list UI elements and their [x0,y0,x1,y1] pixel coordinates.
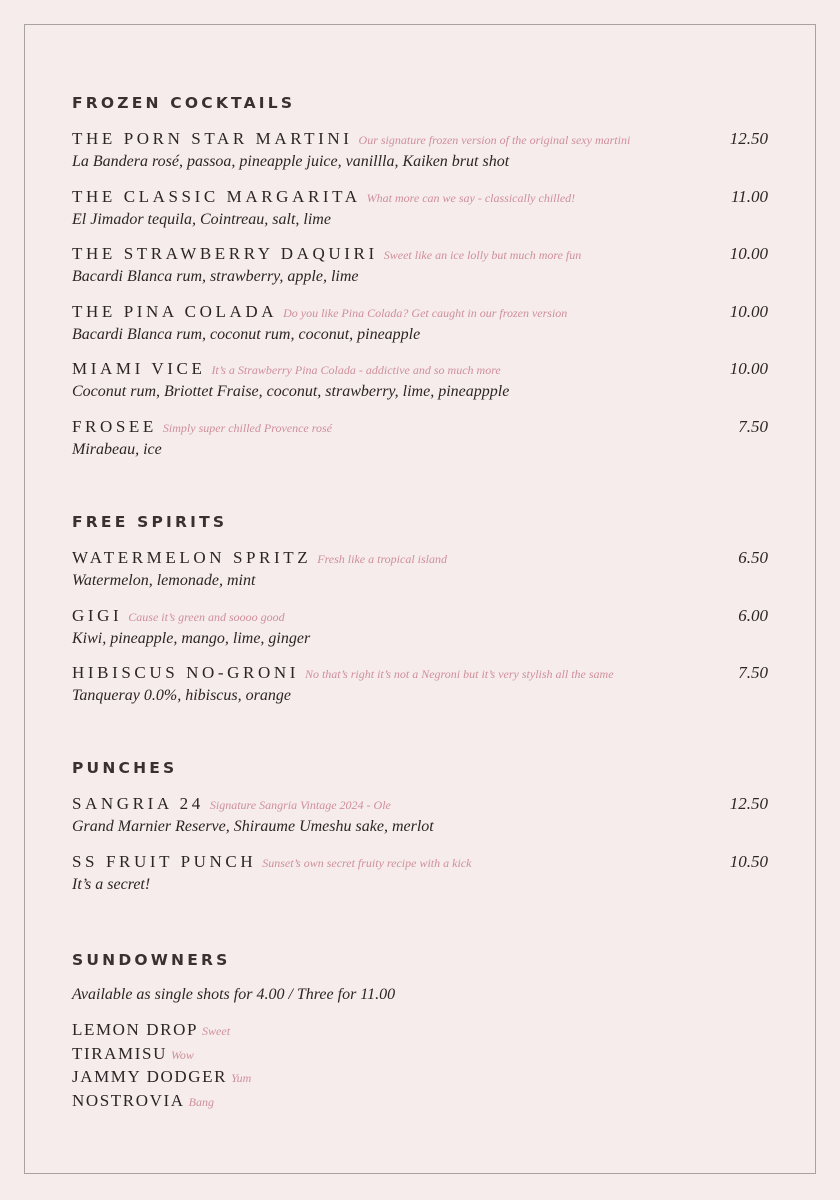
item-tagline: Cause it’s green and soooo good [128,609,285,624]
item-price: 12.50 [729,794,768,813]
item-tagline: Signature Sangria Vintage 2024 - Ole [209,798,391,812]
item-tagline: Sweet [202,1024,231,1038]
section-frozen-cocktails [72,93,768,472]
item-tagline: Our signature frozen version of the original sexy martini [358,133,631,147]
section-sundowners [72,950,768,1112]
section-free-spirits [72,512,768,719]
shot-item [72,1065,768,1089]
item-price: 7.50 [738,416,768,436]
item-tagline: Yum [231,1071,252,1085]
item-name: JAMMY DODGER [72,1067,228,1086]
item-name: SS FRUIT PUNCH [72,851,257,871]
item-name: SANGRIA 24 [72,794,204,813]
item-name: MIAMI VICE [72,359,206,378]
item-name: WATERMELON SPRITZ [72,548,312,567]
item-name: TIRAMISU [72,1043,167,1063]
item-description: Grand Marnier Reserve, Shiraume Umeshu sake, merlot [72,818,434,835]
item-tagline: It’s a Strawberry Pina Colada - addictive and so much more [211,363,501,377]
item-name: THE STRAWBERRY DAQUIRI [72,244,378,263]
item-tagline: Bang [188,1094,214,1109]
section-title: FROZEN COCKTAILS [72,94,296,112]
item-name: THE PINA COLADA [72,301,278,321]
item-description: Kiwi, pineapple, mango, lime, ginger [72,629,311,647]
item-price: 7.50 [738,663,768,682]
item-description: It’s a secret! [72,875,151,893]
sundowners-pricing-note: Available as single shots for 4.00 / Three for 11.00 [72,986,396,1003]
item-price: 10.00 [729,301,768,321]
item-price: 6.00 [738,605,768,625]
item-description: Bacardi Blanca rum, coconut rum, coconut, pineapple [72,325,421,343]
menu-item [72,661,768,719]
item-price: 10.00 [729,359,768,378]
item-tagline: Sunset’s own secret fruity recipe with a kick [262,855,472,870]
menu-item [72,792,768,850]
section-punches [72,758,768,907]
menu-item [72,127,768,185]
item-description: Coconut rum, Briottet Fraise, coconut, strawberry, lime, pineappple [72,383,510,400]
item-name: THE CLASSIC MARGARITA [72,186,361,206]
item-name: LEMON DROP [72,1020,199,1039]
item-description: La Bandera rosé, passoa, pineapple juice, vanillla, Kaiken brut shot [72,153,510,170]
item-name: FROSEE [72,416,157,436]
shot-item [72,1089,768,1113]
menu-item [72,604,768,662]
item-name: GIGI [72,605,123,625]
item-description: Bacardi Blanca rum, strawberry, apple, lime [72,268,359,285]
section-title: SUNDOWNERS [72,951,231,969]
menu-item [72,415,768,473]
item-tagline: No that’s right it’s not a Negroni but it’s very stylish all the same [304,667,614,681]
item-tagline: Sweet like an ice lolly but much more fun [383,248,582,262]
menu-item [72,850,768,908]
item-price: 6.50 [738,548,768,567]
section-title: PUNCHES [72,759,178,777]
item-price: 10.00 [729,244,768,263]
menu-item [72,546,768,604]
item-tagline: Fresh like a tropical island [317,552,447,566]
item-name: THE PORN STAR MARTINI [72,129,353,148]
item-tagline: Do you like Pina Colada? Get caught in our frozen version [283,305,568,320]
item-tagline: Simply super chilled Provence rosé [162,420,332,435]
menu-item [72,357,768,415]
item-price: 11.00 [731,186,768,206]
item-tagline: Wow [170,1047,194,1062]
menu-item [72,242,768,300]
item-name: NOSTROVIA [72,1090,185,1110]
menu-item [72,300,768,358]
item-price: 12.50 [729,129,768,148]
item-price: 10.50 [729,851,768,871]
item-description: Mirabeau, ice [72,440,162,458]
item-name: HIBISCUS NO-GRONI [72,663,299,682]
item-description: Tanqueray 0.0%, hibiscus, orange [72,687,291,704]
item-description: El Jimador tequila, Cointreau, salt, lime [72,210,331,228]
item-description: Watermelon, lemonade, mint [72,572,256,589]
shot-item [72,1042,768,1066]
item-tagline: What more can we say - classically chilled! [366,190,576,205]
section-title: FREE SPIRITS [72,513,228,531]
shot-item [72,1018,768,1042]
menu-item [72,185,768,243]
